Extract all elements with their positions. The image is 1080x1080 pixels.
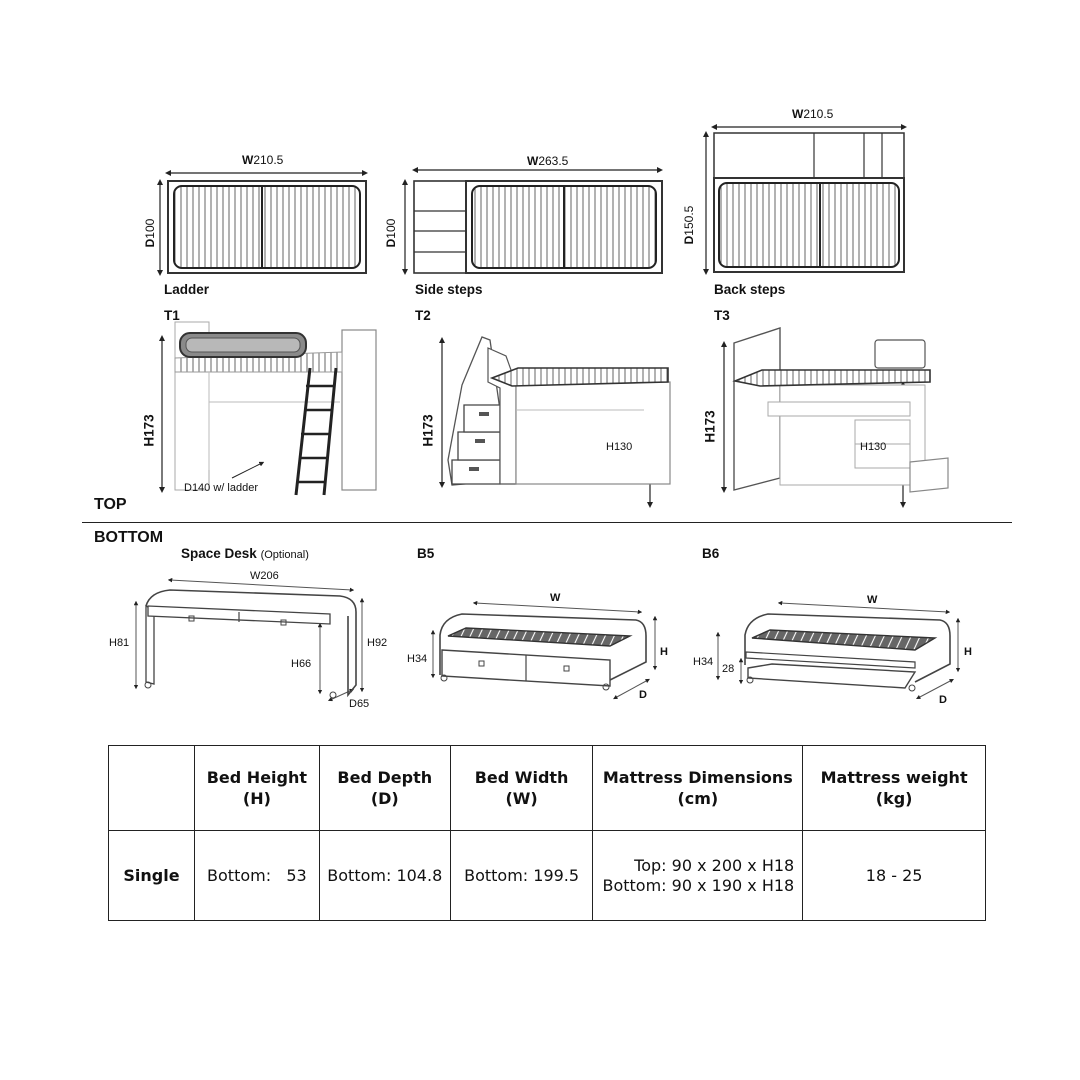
table-header-row bbox=[109, 746, 986, 831]
plan-1-code: T1 bbox=[164, 308, 180, 323]
b6-drawer-height-label: 28 bbox=[722, 663, 735, 675]
plan-ladder bbox=[160, 173, 366, 273]
b6-left-height-label: H34 bbox=[693, 656, 714, 668]
plan-3-depth-label: D150.5 bbox=[682, 205, 696, 245]
t2-inner-height-label: H130 bbox=[606, 441, 633, 453]
header-bed-width: Bed Width (W) bbox=[450, 746, 593, 831]
plan-1-width-label: W210.5 bbox=[242, 153, 284, 167]
b6-height-label: H bbox=[964, 646, 972, 658]
plan-2-width-label: W263.5 bbox=[527, 154, 569, 168]
plan-back-steps bbox=[706, 127, 904, 272]
diagram-canvas-bottom bbox=[0, 540, 1080, 730]
plan-side-steps bbox=[405, 170, 662, 273]
t1-height-label: H173 bbox=[141, 414, 157, 447]
plan-1-depth-label: D100 bbox=[143, 218, 157, 248]
section-top-label: TOP bbox=[94, 496, 127, 513]
b6-depth-label: D bbox=[939, 694, 947, 706]
section-bottom-label: BOTTOM bbox=[94, 529, 164, 546]
t1-depth-note: D140 w/ ladder bbox=[184, 482, 258, 494]
b5-drawing bbox=[433, 603, 655, 698]
desk-inner-height-label: H66 bbox=[291, 658, 312, 670]
header-corner bbox=[109, 746, 195, 831]
b5-left-height-label: H34 bbox=[407, 653, 428, 665]
cell-mattress-dimensions bbox=[593, 831, 803, 921]
plan-2-code: T2 bbox=[415, 308, 431, 323]
desk-right-height-label: H92 bbox=[367, 637, 388, 649]
row-type: Single bbox=[109, 831, 195, 921]
header-bed-height: Bed Height (H) bbox=[194, 746, 319, 831]
header-bed-depth: Bed Depth (D) bbox=[319, 746, 450, 831]
b6-title: B6 bbox=[702, 546, 720, 561]
t3-inner-height-label: H130 bbox=[860, 441, 887, 453]
section-divider bbox=[82, 522, 1012, 523]
view-t2-side-steps bbox=[442, 337, 670, 505]
mattress-bottom: Bottom: 90 x 190 x H18 bbox=[602, 875, 795, 895]
b6-drawing bbox=[718, 603, 958, 698]
cell-mattress-weight: 18 - 25 bbox=[803, 831, 986, 921]
b5-height-label: H bbox=[660, 646, 668, 658]
t3-height-label: H173 bbox=[702, 410, 718, 443]
desk-depth-label: D65 bbox=[349, 698, 370, 710]
spec-table bbox=[108, 745, 986, 921]
cell-bed-width: Bottom: 199.5 bbox=[450, 831, 593, 921]
plan-3-code: T3 bbox=[714, 308, 730, 323]
table-row bbox=[109, 831, 986, 921]
plan-2-name: Side steps bbox=[415, 282, 483, 297]
desk-width-label: W206 bbox=[250, 570, 279, 582]
header-mattress-weight: Mattress weight (kg) bbox=[803, 746, 986, 831]
plan-3-name: Back steps bbox=[714, 282, 786, 297]
b5-title: B5 bbox=[417, 546, 435, 561]
b6-width-label: W bbox=[867, 594, 878, 606]
cell-bed-depth: Bottom: 104.8 bbox=[319, 831, 450, 921]
cell-bed-height: Bottom: 53 bbox=[194, 831, 319, 921]
b5-depth-label: D bbox=[639, 689, 647, 701]
plan-3-width-label: W210.5 bbox=[792, 107, 834, 121]
plan-1-name: Ladder bbox=[164, 282, 210, 297]
view-t3-back-steps bbox=[724, 328, 948, 505]
mattress-top: Top: 90 x 200 x H18 bbox=[634, 855, 795, 875]
plan-2-depth-label: D100 bbox=[384, 218, 398, 248]
desk-title: Space Desk (Optional) bbox=[181, 546, 309, 561]
desk-height-label: H81 bbox=[109, 637, 130, 649]
desk-optional-note: (Optional) bbox=[260, 549, 309, 561]
desk-drawing bbox=[136, 580, 362, 700]
view-t1-ladder bbox=[162, 322, 376, 495]
t2-height-label: H173 bbox=[420, 414, 436, 447]
b5-width-label: W bbox=[550, 592, 561, 604]
header-mattress-dimensions: Mattress Dimensions (cm) bbox=[593, 746, 803, 831]
